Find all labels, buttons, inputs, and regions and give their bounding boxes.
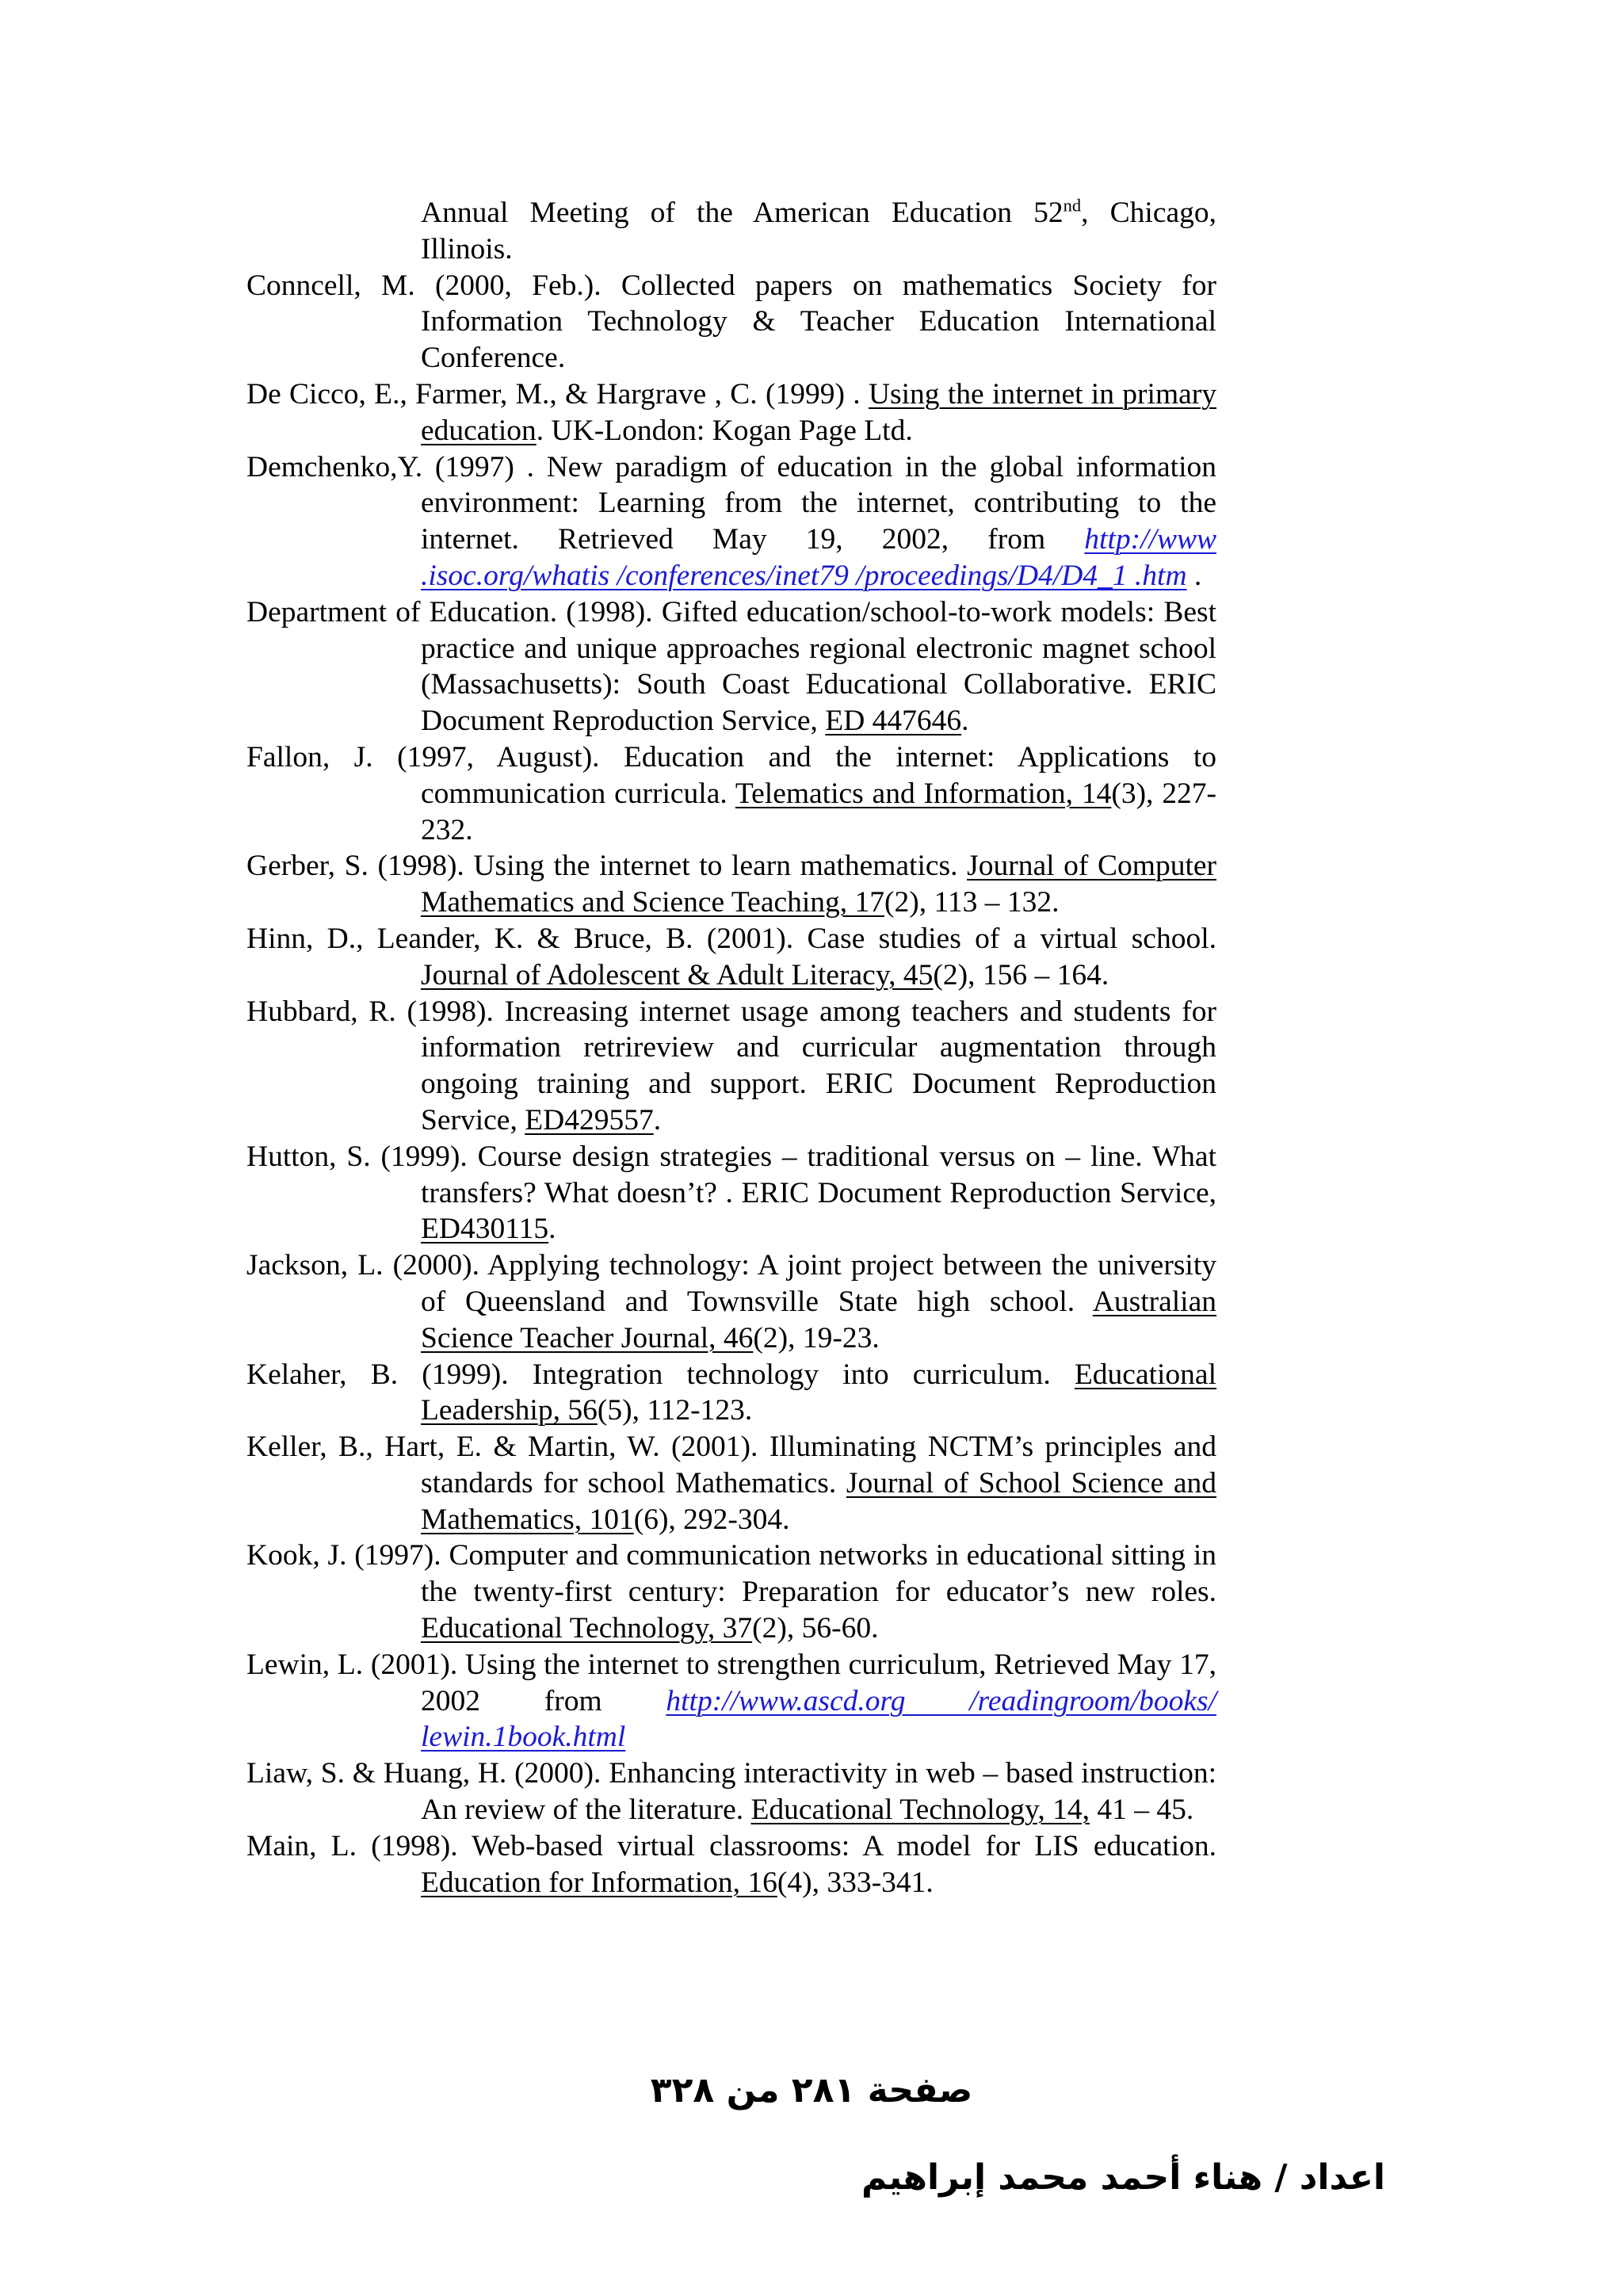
ref-text: Main, L. (1998). Web-based virtual classrooms: A model for LIS education. <box>246 1829 1216 1862</box>
ref-eric-number: ED 447646 <box>825 705 962 738</box>
reference-item <box>246 1828 1216 1901</box>
reference-item <box>246 1247 1216 1356</box>
ref-eric-number: ED430115 <box>421 1213 549 1246</box>
reference-item <box>246 1139 1216 1247</box>
reference-item <box>246 994 1216 1139</box>
ref-text: Kook, J. (1997). Computer and communication networks in educational sitting in the twenty-first century: Preparation for educator’s new roles. <box>246 1539 1216 1609</box>
reference-item <box>246 1538 1216 1646</box>
ref-text: (5), 112-123. <box>597 1394 753 1427</box>
ref-text: Hinn, D., Leander, K. & Bruce, B. (2001). Case studies of a virtual school. <box>246 922 1216 955</box>
ref-text: Jackson, L. (2000). Applying technology: A joint project between the university of Queensland and Townsville State high school. <box>246 1249 1216 1318</box>
ref-text: Keller, B., Hart, E. & Martin, W. (2001). Illuminating NCTM’s principles and standards for school Mathematics. <box>246 1431 1216 1499</box>
ref-text: (2), 113 – 132. <box>884 886 1060 919</box>
ref-text: Fallon, J. (1997, August). Education and the internet: Applications to communication curricula. <box>246 740 1216 810</box>
ref-title: Using the internet in primary education <box>421 377 1216 447</box>
author-credit: اعداد / هناء أحمد محمد إبراهيم <box>861 2157 1385 2198</box>
ref-journal: Educational Technology, 14, <box>750 1794 1090 1827</box>
ref-text: Kelaher, B. (1999). Integration technology into curriculum. <box>246 1358 1075 1391</box>
ref-journal: Journal of Computer Mathematics and Science Teaching, 17 <box>421 850 1216 919</box>
reference-item <box>246 921 1216 994</box>
ref-journal: Journal of Adolescent & Adult Literacy, 45 <box>421 958 934 991</box>
ref-eric-number: ED429557 <box>525 1103 654 1137</box>
ref-text: Hutton, S. (1999). Course design strategies – traditional versus on – line. What transfers? What doesn’t? . ERIC Document Reproduction Service, <box>246 1140 1216 1209</box>
ref-text: Lewin, L. (2001). Using the internet to strengthen curriculum, Retrieved May 17, 2002 from <box>246 1648 1216 1717</box>
reference-item <box>246 848 1216 921</box>
page-number: صفحة ٢٨١ من ٣٢٨ <box>650 2070 973 2111</box>
ref-text: . UK-London: Kogan Page Ltd. <box>536 414 913 447</box>
ref-text: (3), 227-232. <box>421 777 1216 846</box>
ref-text: Demchenko,Y. (1997) . New paradigm of education in the global information environment: Learning from the internet, contributing to the internet. Retrieved May 19, 2002, from <box>246 450 1216 556</box>
reference-item <box>246 268 1216 376</box>
reference-item <box>246 376 1216 449</box>
ref-text: (4), 333-341. <box>777 1866 934 1899</box>
ref-text: (2), 19-23. <box>753 1321 880 1354</box>
reference-item <box>246 1357 1216 1430</box>
ref-text: 41 – 45. <box>1089 1794 1194 1827</box>
ref-text: . <box>653 1103 662 1137</box>
ref-text: Liaw, S. & Huang, H. (2000). Enhancing interactivity in web – based instruction: An review of the literature. <box>246 1757 1216 1827</box>
ref-text: , Chicago, Illinois. <box>421 197 1216 266</box>
reference-item <box>246 1647 1216 1755</box>
ref-text: Annual Meeting of the American Education 52 <box>421 197 1064 229</box>
ref-journal: Telematics and Information, 14 <box>735 777 1112 810</box>
ref-text: (2), 156 – 164. <box>933 958 1109 991</box>
ref-journal: Educational Technology, 37 <box>421 1612 753 1645</box>
ref-journal: Education for Information, 16 <box>421 1866 777 1899</box>
ref-journal: Journal of School Science and Mathematics, 101 <box>421 1466 1216 1536</box>
ref-text: . <box>961 705 969 738</box>
ref-hyperlink[interactable]: http://www.ascd.org /readingroom/books/ lewin.1book.html <box>421 1684 1216 1754</box>
ref-text: De Cicco, E., Farmer, M., & Hargrave , C. (1999) . <box>246 377 869 411</box>
reference-item <box>246 739 1216 848</box>
ref-text: Gerber, S. (1998). Using the internet to learn mathematics. <box>246 850 968 883</box>
ref-text: Conncell, M. (2000, Feb.). Collected papers on mathematics Society for Information Technology & Teacher Education International Conference. <box>246 269 1216 375</box>
reference-list <box>246 195 1216 1901</box>
reference-item <box>246 1429 1216 1538</box>
ref-text: (6), 292-304. <box>633 1503 790 1536</box>
ref-text: Hubbard, R. (1998). Increasing internet usage among teachers and students for information retrireview and curricular augmentation through ongoing training and support. ERIC Document Reproduction Service, <box>246 995 1216 1137</box>
reference-item <box>246 449 1216 594</box>
reference-item <box>246 195 1216 268</box>
ordinal-superscript: nd <box>1063 195 1082 216</box>
ref-text: Department of Education. (1998). Gifted education/school-to-work models: Best practice and unique approaches regional electronic magnet school (Massachusetts): South Coast Educational Collaborative. ERIC Document Reproduction Service, <box>246 595 1216 738</box>
ref-text: . <box>1186 559 1202 592</box>
ref-journal: Australian Science Teacher Journal, 46 <box>421 1285 1216 1354</box>
reference-item <box>246 1755 1216 1828</box>
ref-hyperlink[interactable]: http://www .isoc.org/whatis /conferences/inet79 /proceedings/D4/D4_1 .htm <box>421 523 1216 592</box>
ref-journal: Educational Leadership, 56 <box>421 1358 1216 1427</box>
ref-text: (2), 56-60. <box>752 1612 879 1645</box>
ref-text: . <box>548 1213 556 1246</box>
reference-item <box>246 594 1216 739</box>
